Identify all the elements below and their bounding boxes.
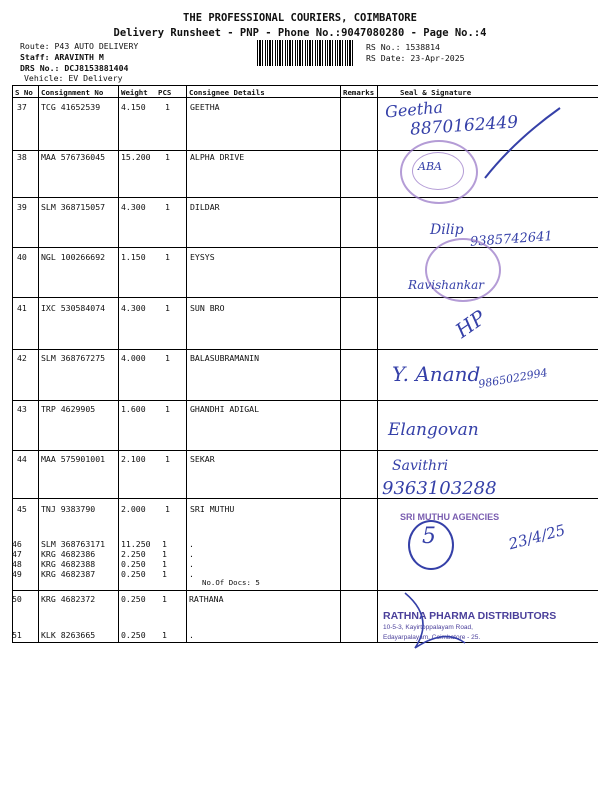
table-border (12, 642, 598, 643)
row-weight: 4.150 (121, 102, 146, 112)
row-pcs: 1 (165, 404, 170, 414)
col-header-sno: S No (15, 88, 33, 97)
row-consignment: TRP 4629905 (41, 404, 96, 414)
row-consignment: KRG 4682387 (41, 569, 96, 579)
row-pcs: 1 (165, 252, 170, 262)
col-header-consignment: Consignment No (41, 88, 104, 97)
row-weight: 11.250 (121, 539, 151, 549)
number-of-docs: No.Of Docs: 5 (202, 578, 260, 587)
row-consignee: SEKAR (190, 454, 215, 464)
stamp-50-name: RATHNA PHARMA DISTRIBUTORS (383, 610, 557, 622)
row-consignee: RATHANA (189, 594, 224, 604)
staff-label: Staff: ARAVINTH M (20, 52, 104, 62)
row-sno: 39 (17, 202, 27, 212)
signature-42-phone: 9865022994 (477, 366, 549, 391)
col-header-consignee: Consignee Details (189, 88, 265, 97)
row-pcs: 1 (165, 454, 170, 464)
row-consignee: EYSYS (190, 252, 215, 262)
signature-41: HP (450, 305, 490, 343)
row-consignment: KRG 4682388 (41, 559, 96, 569)
row-sno: 49 (12, 569, 22, 579)
row-weight: 2.250 (121, 549, 146, 559)
row-divider (12, 590, 598, 591)
row-divider (12, 450, 598, 451)
signature-38: ABA (418, 160, 442, 173)
row-consignee: SRI MUTHU (190, 504, 235, 514)
runsheet-subtitle: Delivery Runsheet - PNP - Phone No.:9047080280 - Page No.:4 (113, 27, 487, 39)
signature-43: Elangovan (388, 420, 479, 440)
column-divider (186, 85, 187, 642)
row-consignee: . (189, 569, 194, 579)
column-divider (340, 85, 341, 642)
row-consignment: KLK 8263665 (41, 630, 96, 640)
signature-39: Dilip (430, 222, 464, 238)
signature-45-mark: 5 (422, 524, 436, 549)
table-border (12, 97, 598, 98)
row-pcs: 1 (165, 102, 170, 112)
row-weight: 15.200 (121, 152, 151, 162)
signature-50-stroke-icon (395, 588, 475, 658)
row-consignee: GEETHA (190, 102, 220, 112)
signature-39-phone: 9385742641 (469, 229, 554, 250)
row-pcs: 1 (165, 353, 170, 363)
row-consignment: TNJ 9383790 (41, 504, 96, 514)
row-consignment: SLM 368767275 (41, 353, 106, 363)
row-weight: 0.250 (121, 594, 146, 604)
row-consignment: MAA 575901001 (41, 454, 106, 464)
col-header-pcs: PCS (158, 88, 172, 97)
stamp-40 (425, 238, 501, 302)
row-sno: 40 (17, 252, 27, 262)
row-sno: 43 (17, 404, 27, 414)
col-header-seal: Seal & Signature (400, 88, 472, 97)
row-sno: 37 (17, 102, 27, 112)
row-pcs: 1 (162, 549, 167, 559)
row-divider (12, 400, 598, 401)
row-sno: 41 (17, 303, 27, 313)
row-pcs: 1 (162, 569, 167, 579)
signature-44-name: Savithri (392, 458, 449, 474)
row-consignee: DILDAR (190, 202, 220, 212)
row-sno: 42 (17, 353, 27, 363)
row-consignment: MAA 576736045 (41, 152, 106, 162)
row-pcs: 1 (162, 594, 167, 604)
row-consignee: SUN BRO (190, 303, 225, 313)
row-pcs: 1 (162, 559, 167, 569)
row-consignee: . (189, 559, 194, 569)
row-pcs: 1 (165, 152, 170, 162)
row-sno: 38 (17, 152, 27, 162)
row-pcs: 1 (165, 202, 170, 212)
row-consignee: . (189, 630, 194, 640)
row-sno: 44 (17, 454, 27, 464)
row-pcs: 1 (162, 630, 167, 640)
route-label: Route: P43 AUTO DELIVERY (20, 41, 139, 51)
stamp-50-address: 10-5-3, Kayirtoppalayam Road, (383, 624, 473, 631)
signature-40: Ravishankar (408, 278, 485, 292)
barcode (257, 40, 353, 66)
table-border (12, 85, 598, 86)
row-weight: 2.100 (121, 454, 146, 464)
row-pcs: 1 (165, 504, 170, 514)
company-title: THE PROFESSIONAL COURIERS, COIMBATORE (183, 12, 417, 24)
row-weight: 2.000 (121, 504, 146, 514)
row-consignment: KRG 4682386 (41, 549, 96, 559)
row-consignee: ALPHA DRIVE (190, 152, 245, 162)
row-weight: 4.300 (121, 303, 146, 313)
column-divider (377, 85, 378, 642)
row-sno: 48 (12, 559, 22, 569)
row-weight: 0.250 (121, 630, 146, 640)
row-consignment: NGL 100266692 (41, 252, 106, 262)
row-consignment: KRG 4682372 (41, 594, 96, 604)
signature-37-phone: 8870162449 (409, 112, 519, 140)
signature-37-name: Geetha (384, 97, 444, 122)
row-divider (12, 247, 598, 248)
rs-number: RS No.: 1538814 (366, 42, 440, 52)
signature-44-phone: 9363103288 (382, 478, 497, 499)
column-divider (118, 85, 119, 642)
row-divider (12, 297, 598, 298)
row-divider (12, 197, 598, 198)
row-divider (12, 349, 598, 350)
stamp-45-text: SRI MUTHU AGENCIES (400, 512, 500, 522)
row-consignment: SLM 368715057 (41, 202, 106, 212)
row-weight: 4.300 (121, 202, 146, 212)
row-sno: 46 (12, 539, 22, 549)
vehicle-label: Vehicle: EV Delivery (24, 73, 123, 83)
row-sno: 50 (12, 594, 22, 604)
row-consignee: BALASUBRAMANIN (190, 353, 260, 363)
row-consignee: GHANDHI ADIGAL (190, 404, 260, 414)
row-sno: 45 (17, 504, 27, 514)
column-divider (38, 85, 39, 642)
row-weight: 0.250 (121, 559, 146, 569)
row-consignment: SLM 368763171 (41, 539, 106, 549)
row-consignee: . (189, 549, 194, 559)
row-weight: 0.250 (121, 569, 146, 579)
rs-date: RS Date: 23-Apr-2025 (366, 53, 465, 63)
row-consignee: . (189, 539, 194, 549)
signature-42: Y. Anand (392, 362, 481, 386)
stamp-50-city: Edayarpalayam, Coimbatore - 25. (383, 634, 481, 641)
col-header-remarks: Remarks (343, 88, 375, 97)
signature-45-date: 23/4/25 (506, 520, 568, 554)
row-pcs: 1 (162, 539, 167, 549)
row-pcs: 1 (165, 303, 170, 313)
row-sno: 51 (12, 630, 22, 640)
row-weight: 1.600 (121, 404, 146, 414)
drs-number: DRS No.: DCJ8153881404 (20, 63, 129, 73)
row-consignment: IXC 530584074 (41, 303, 106, 313)
col-header-weight: Weight (121, 88, 148, 97)
row-weight: 1.150 (121, 252, 146, 262)
row-weight: 4.000 (121, 353, 146, 363)
row-sno: 47 (12, 549, 22, 559)
row-divider (12, 498, 598, 499)
row-consignment: TCG 41652539 (41, 102, 101, 112)
